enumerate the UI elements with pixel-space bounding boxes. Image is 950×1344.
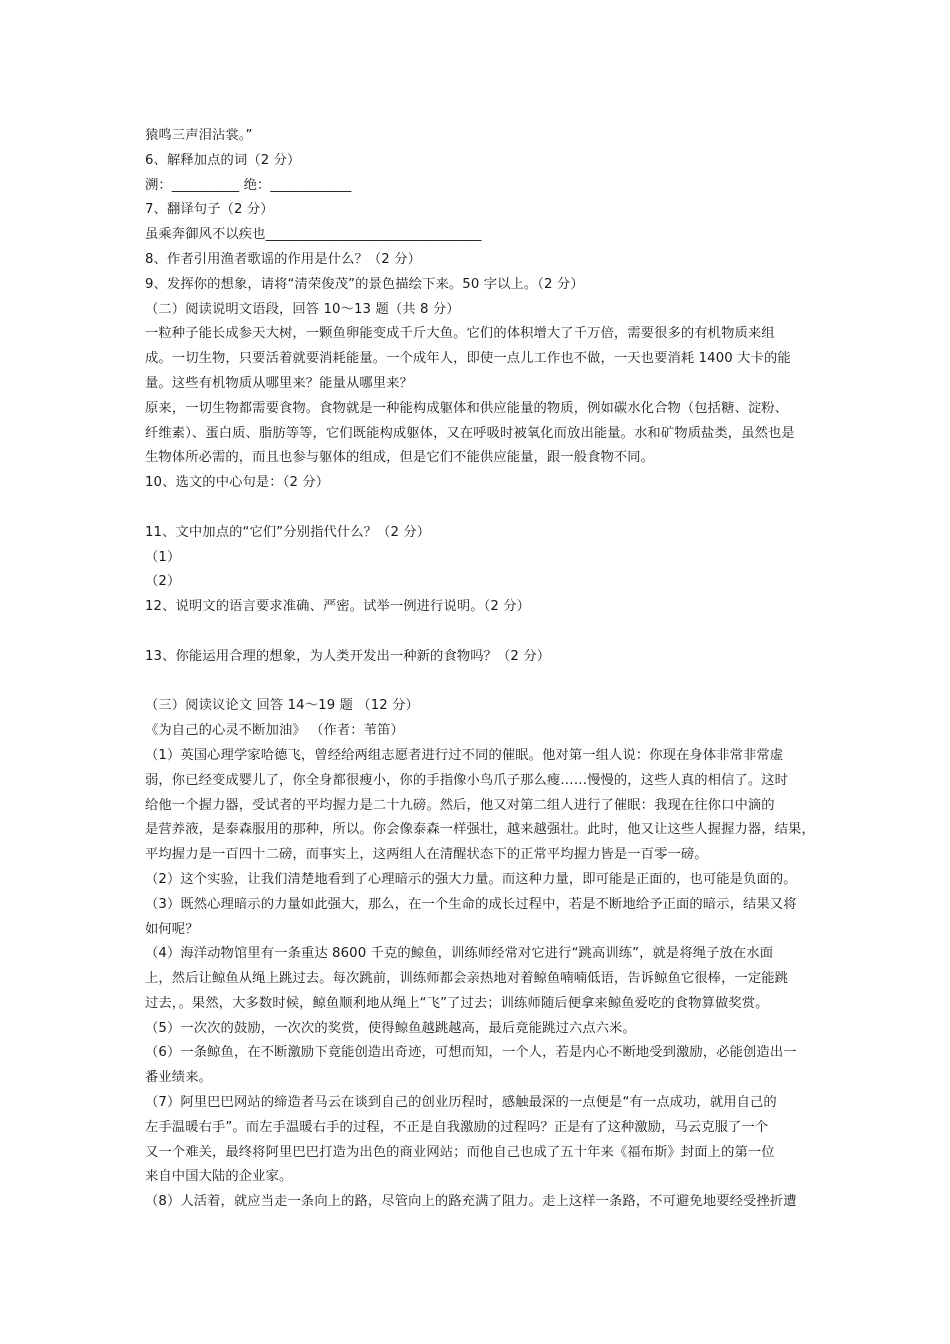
text-line: 原来，一切生物都需要食物。食物就是一种能构成躯体和供应能量的物质，例如碳水化合物（包括糖、淀粉、 xyxy=(145,400,789,416)
text-line: 8、作者引用渔者歌谣的作用是什么？（2 分） xyxy=(145,251,421,267)
text-line: 如何呢？ xyxy=(145,921,199,937)
text-line: （8）人活着，就应当走一条向上的路，尽管向上的路充满了阻力。走上这样一条路，不可避免地要经受挫折遭 xyxy=(145,1194,797,1210)
text-line: （2） xyxy=(145,574,181,590)
blank-line xyxy=(145,496,815,521)
text-line: 上，然后让鲸鱼从绳上跳过去。每次跳前，训练师都会亲热地对着鲸鱼喃喃低语，告诉鲸鱼它很棒，一定能跳 xyxy=(145,971,789,987)
text-line: 13、你能运用合理的想象，为人类开发出一种新的食物吗？（2 分） xyxy=(145,648,551,664)
text-line: 虽乘奔御风不以疾也________________________________ xyxy=(145,227,482,243)
text-line: 弱，你已经变成婴儿了，你全身都很瘦小，你的手指像小鸟爪子那么瘦……慢慢的，这些人真的相信了。这时 xyxy=(145,772,789,788)
text-line: 《为自己的心灵不断加油》 （作者：苇笛） xyxy=(145,723,404,739)
text-line: 是营养液，是泰森服用的那种，所以。你会像泰森一样强壮，越来越强壮。此时，他又让这些人握握力器，结果， xyxy=(145,822,815,838)
text-line: 给他一个握力器，受试者的平均握力是二十九磅。然后，他又对第二组人进行了催眠：我现在往你口中滴的 xyxy=(145,797,775,813)
text-line: 6、解释加点的词（2 分） xyxy=(145,152,301,168)
blank-line xyxy=(145,620,815,645)
text-line: （7）阿里巴巴网站的缔造者马云在谈到自己的创业历程时，感触最深的一点便是“有一点成功，就用自己的 xyxy=(145,1095,777,1111)
text-line: 7、翻译句子（2 分） xyxy=(145,202,274,218)
text-line: 番业绩来。 xyxy=(145,1070,212,1086)
text-line: 过去，。果然，大多数时候，鲸鱼顺利地从绳上“飞”了过去；训练师随后便拿来鲸鱼爱吃的食物算做奖赏。 xyxy=(145,995,769,1011)
text-line: （5）一次次的鼓励，一次次的奖赏，使得鲸鱼越跳越高，最后竟能跳过六点六米。 xyxy=(145,1020,636,1036)
text-line: 生物体所必需的，而且也参与躯体的组成，但是它们不能供应能量，跟一般食物不同。 xyxy=(145,450,655,466)
text-line: 平均握力是一百四十二磅，而事实上，这两组人在清醒状态下的正常平均握力皆是一百零一磅。 xyxy=(145,847,708,863)
text-line: （6）一条鲸鱼，在不断激励下竟能创造出奇迹，可想而知，一个人，若是内心不断地受到激励，必能创造出一 xyxy=(145,1045,797,1061)
document-body xyxy=(145,124,815,1215)
text-line: 左手温暖右手”。而左手温暖右手的过程，不正是自我激励的过程吗？正是有了这种激励，马云克服了一个 xyxy=(145,1119,769,1135)
text-line: （1）英国心理学家哈德飞，曾经给两组志愿者进行过不同的催眠。他对第一组人说：你现在身体非常非常虚 xyxy=(145,747,784,763)
text-line: 来自中国大陆的企业家。 xyxy=(145,1169,293,1185)
text-line: 9、发挥你的想象，请将“清荣俊茂”的景色描绘下来。50 字以上。（2 分） xyxy=(145,276,584,292)
text-line: 成。一切生物，只要活着就要消耗能量。一个成年人，即使一点儿工作也不做，一天也要消耗 1400 大卡的能 xyxy=(145,351,791,367)
text-line: （二）阅读说明文语段，回答 10～13 题（共 8 分） xyxy=(145,301,460,317)
text-line: 又一个难关，最终将阿里巴巴打造为出色的商业网站；而他自己也成了五十年来《福布斯》封面上的第一位 xyxy=(145,1144,775,1160)
text-line: 10、选文的中心句是：（2 分） xyxy=(145,475,330,491)
text-line: （4）海洋动物馆里有一条重达 8600 千克的鲸鱼，训练师经常对它进行“跳高训练”，就是将绳子放在水面 xyxy=(145,946,774,962)
text-line: 猿鸣三声泪沾裳。” xyxy=(145,128,253,143)
text-line: 量。这些有机物质从哪里来？能量从哪里来？ xyxy=(145,375,413,391)
text-line: （3）既然心理暗示的力量如此强大，那么，在一个生命的成长过程中，若是不断地给予正面的暗示，结果又将 xyxy=(145,896,797,912)
text-line: （1） xyxy=(145,549,181,565)
text-line: （2）这个实验，让我们清楚地看到了心理暗示的强大力量。而这种力量，即可能是正面的，也可能是负面的。 xyxy=(145,871,797,887)
text-line: 溯：__________ 绝：____________ xyxy=(145,177,352,193)
text-line: 11、文中加点的“它们”分别指代什么？（2 分） xyxy=(145,524,431,540)
text-line: 一粒种子能长成参天大树，一颗鱼卵能变成千斤大鱼。它们的体积增大了千万倍，需要很多的有机物质来组 xyxy=(145,326,775,342)
blank-line xyxy=(145,670,815,695)
text-line: （三）阅读议论文 回答 14～19 题 （12 分） xyxy=(145,698,419,714)
text-line: 12、说明文的语言要求准确、严密。试举一例进行说明。（2 分） xyxy=(145,599,531,615)
text-line: 纤维素）、蛋白质、脂肪等等，它们既能构成躯体，又在呼吸时被氧化而放出能量。水和矿物质盐类，虽然也是 xyxy=(145,425,795,441)
